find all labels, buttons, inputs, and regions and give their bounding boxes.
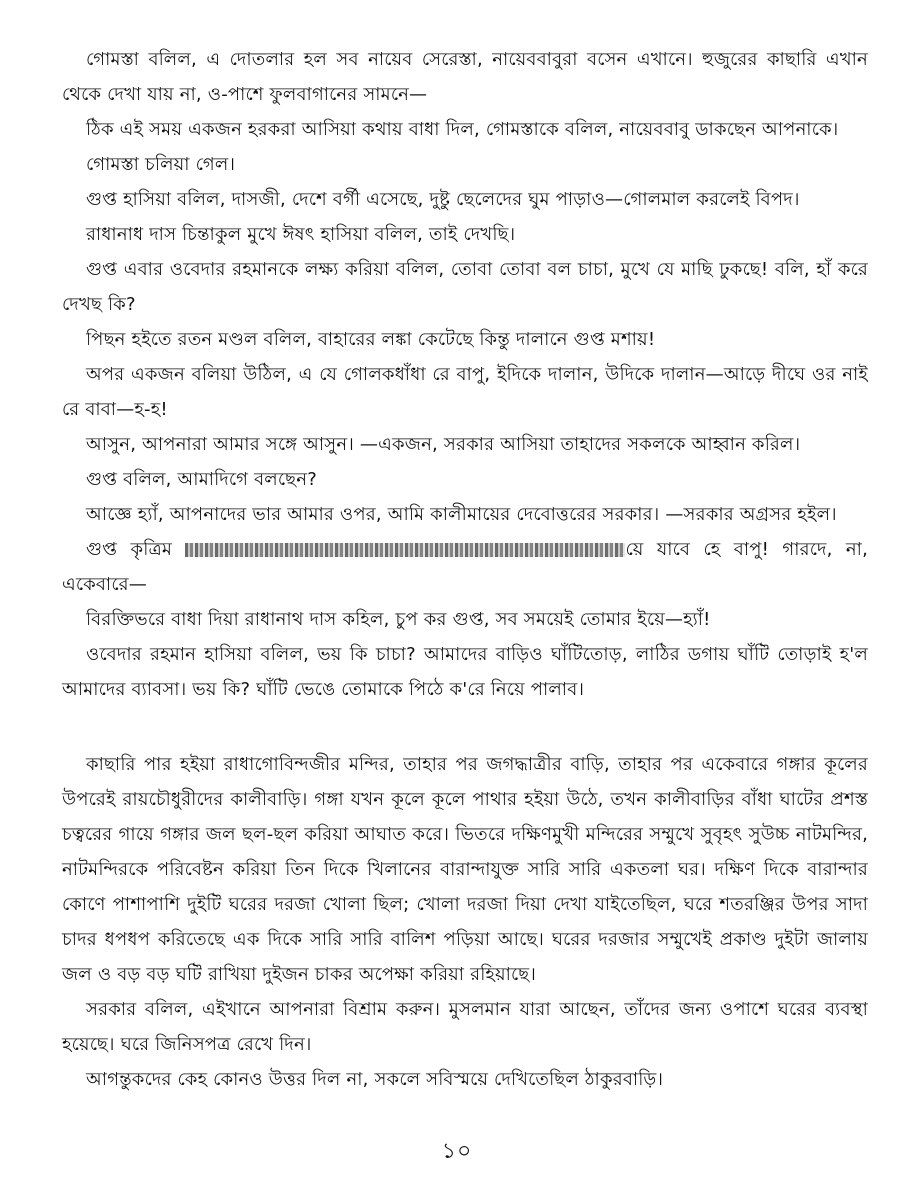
paragraph-12: বিরক্তিভরে বাধা দিয়া রাধানাথ দাস কহিল, চুপ কর গুপ্ত, সব সময়েই তোমার ইয়ে—হ্যাঁ!: [86, 609, 711, 630]
paragraph-16: আগন্তুকদের কেহ কোনও উত্তর দিল না, সকলে সবিস্ময়ে দেখিতেছিল ঠাকুরবাড়ি।: [86, 1069, 664, 1090]
section-gap: [62, 707, 868, 747]
ink-smudge: [185, 543, 625, 557]
paragraph-8: অপর একজন বলিয়া উঠিল, এ যে গোলকধাঁধা রে বাপু, ইদিকে দালান, উদিকে দালান—আড়ে দীঘে ওর নাই রে বাবা—হ-হ!: [62, 364, 868, 420]
paragraph-smudged: [62, 532, 868, 602]
paragraph-5: রাধানাধ দাস চিন্তাকুল মুখে ঈষৎ হাসিয়া বলিল, তাই দেখছি।: [86, 224, 516, 245]
paragraph-6: গুপ্ত এবার ওবেদার রহমানকে লক্ষ্য করিয়া বলিল, তোবা তোবা বল চাচা, মুখে যে মাছি ঢুকছে! বলি, হাঁ করে দেখছ কি?: [62, 259, 868, 315]
paragraph-13: ওবেদার রহমান হাসিয়া বলিল, ভয় কি চাচা? আমাদের বাড়িও ঘাঁটিতোড়, লাঠির ডগায় ঘাঁটি তোড়াই হ'ল আমাদের ব্যাবসা। ভয় কি? ঘাঁটি ভেঙে তোমাকে পিঠে ক'রে নিয়ে পালাব।: [62, 644, 868, 700]
paragraph-15: সরকার বলিল, এইখানে আপনারা বিশ্রাম করুন। মুসলমান যারা আছেন, তাঁদের জন্য ওপাশে ঘরের ব্যবস্থা হয়েছে। ঘরে জিনিসপত্র রেখে দিন।: [62, 999, 868, 1055]
page-number: ১০: [441, 1139, 473, 1164]
smudged-text-before: গুপ্ত কৃত্রিম: [86, 539, 173, 560]
paragraph-9: আসুন, আপনারা আমার সঙ্গে আসুন। —একজন, সরকার আসিয়া তাহাদের সকলকে আহ্বান করিল।: [86, 434, 801, 455]
paragraph-1: গোমস্তা বলিল, এ দোতলার হল সব নায়েব সেরেস্তা, নায়েববাবুরা বসেন এখানে। হুজুরের কাছারি এখান থেকে দেখা যায় না, ও-পাশে ফুলবাগানের সামনে—: [62, 49, 868, 105]
paragraph-7: পিছন হইতে রতন মণ্ডল বলিল, বাহারের লঙ্কা কেটেছে কিন্তু দালানে গুপ্ত মশায়!: [86, 329, 656, 350]
paragraph-10: গুপ্ত বলিল, আমাদিগে বলছেন?: [86, 469, 317, 490]
paragraph-4: গুপ্ত হাসিয়া বলিল, দাসজী, দেশে বর্গী এসেছে, দুষ্টু ছেলেদের ঘুম পাড়াও—গোলমাল করলেই বিপদ।: [86, 189, 800, 210]
paragraph-11: আজ্ঞে হ্যাঁ, আপনাদের ভার আমার ওপর, আমি কালীমায়ের দেবোত্তরের সরকার। —সরকার অগ্রসর হইল।: [86, 504, 837, 525]
paragraph-3: গোমস্তা চলিয়া গেল।: [86, 154, 236, 175]
paragraph-14: কাছারি পার হইয়া রাধাগোবিন্দজীর মন্দির, তাহার পর জগদ্ধাত্রীর বাড়ি, তাহার পর একেবারে গঙ্গার কূলের উপরেই রায়চৌধুরীদের কালীবাড়ি। গঙ্গা যখন কূলে কূলে পাথার হইয়া উঠে, তখন কালীবাড়ির বাঁধা ঘাটের প্রশস্ত চত্বরের গায়ে গঙ্গার জল ছল-ছল করিয়া আঘাত করে। ভিতরে দক্ষিণমুখী মন্দিরের সম্মুখে সুবৃহৎ সুউচ্চ নাটমন্দির, নাটমন্দিরকে পরিবেষ্টন করিয়া তিন দিকে খিলানের বারান্দাযুক্ত সারি সারি একতলা ঘর। দক্ষিণ দিকে বারান্দার কোণে পাশাপাশি দুইটি ঘরের দরজা খোলা ছিল; খোলা দরজা দিয়া দেখা যাইতেছিল, ঘরে শতরঞ্জির উপর সাদা চাদর ধপধপ করিতেছে এক দিকে সারি সারি বালিশ পড়িয়া আছে। ঘরের দরজার সম্মুখেই প্রকাণ্ড দুইটা জালায় জল ও বড় বড় ঘটি রাখিয়া দুইজন চাকর অপেক্ষা করিয়া রহিয়াছে।: [62, 754, 868, 985]
paragraph-2: ঠিক এই সময় একজন হরকরা আসিয়া কথায় বাধা দিল, গোমস্তাকে বলিল, নায়েববাবু ডাকছেন আপনাকে।: [86, 119, 839, 140]
smudged-text-after: য়ে যাবে হে বাপু! গারদে, না, একেবারে—: [62, 539, 868, 595]
